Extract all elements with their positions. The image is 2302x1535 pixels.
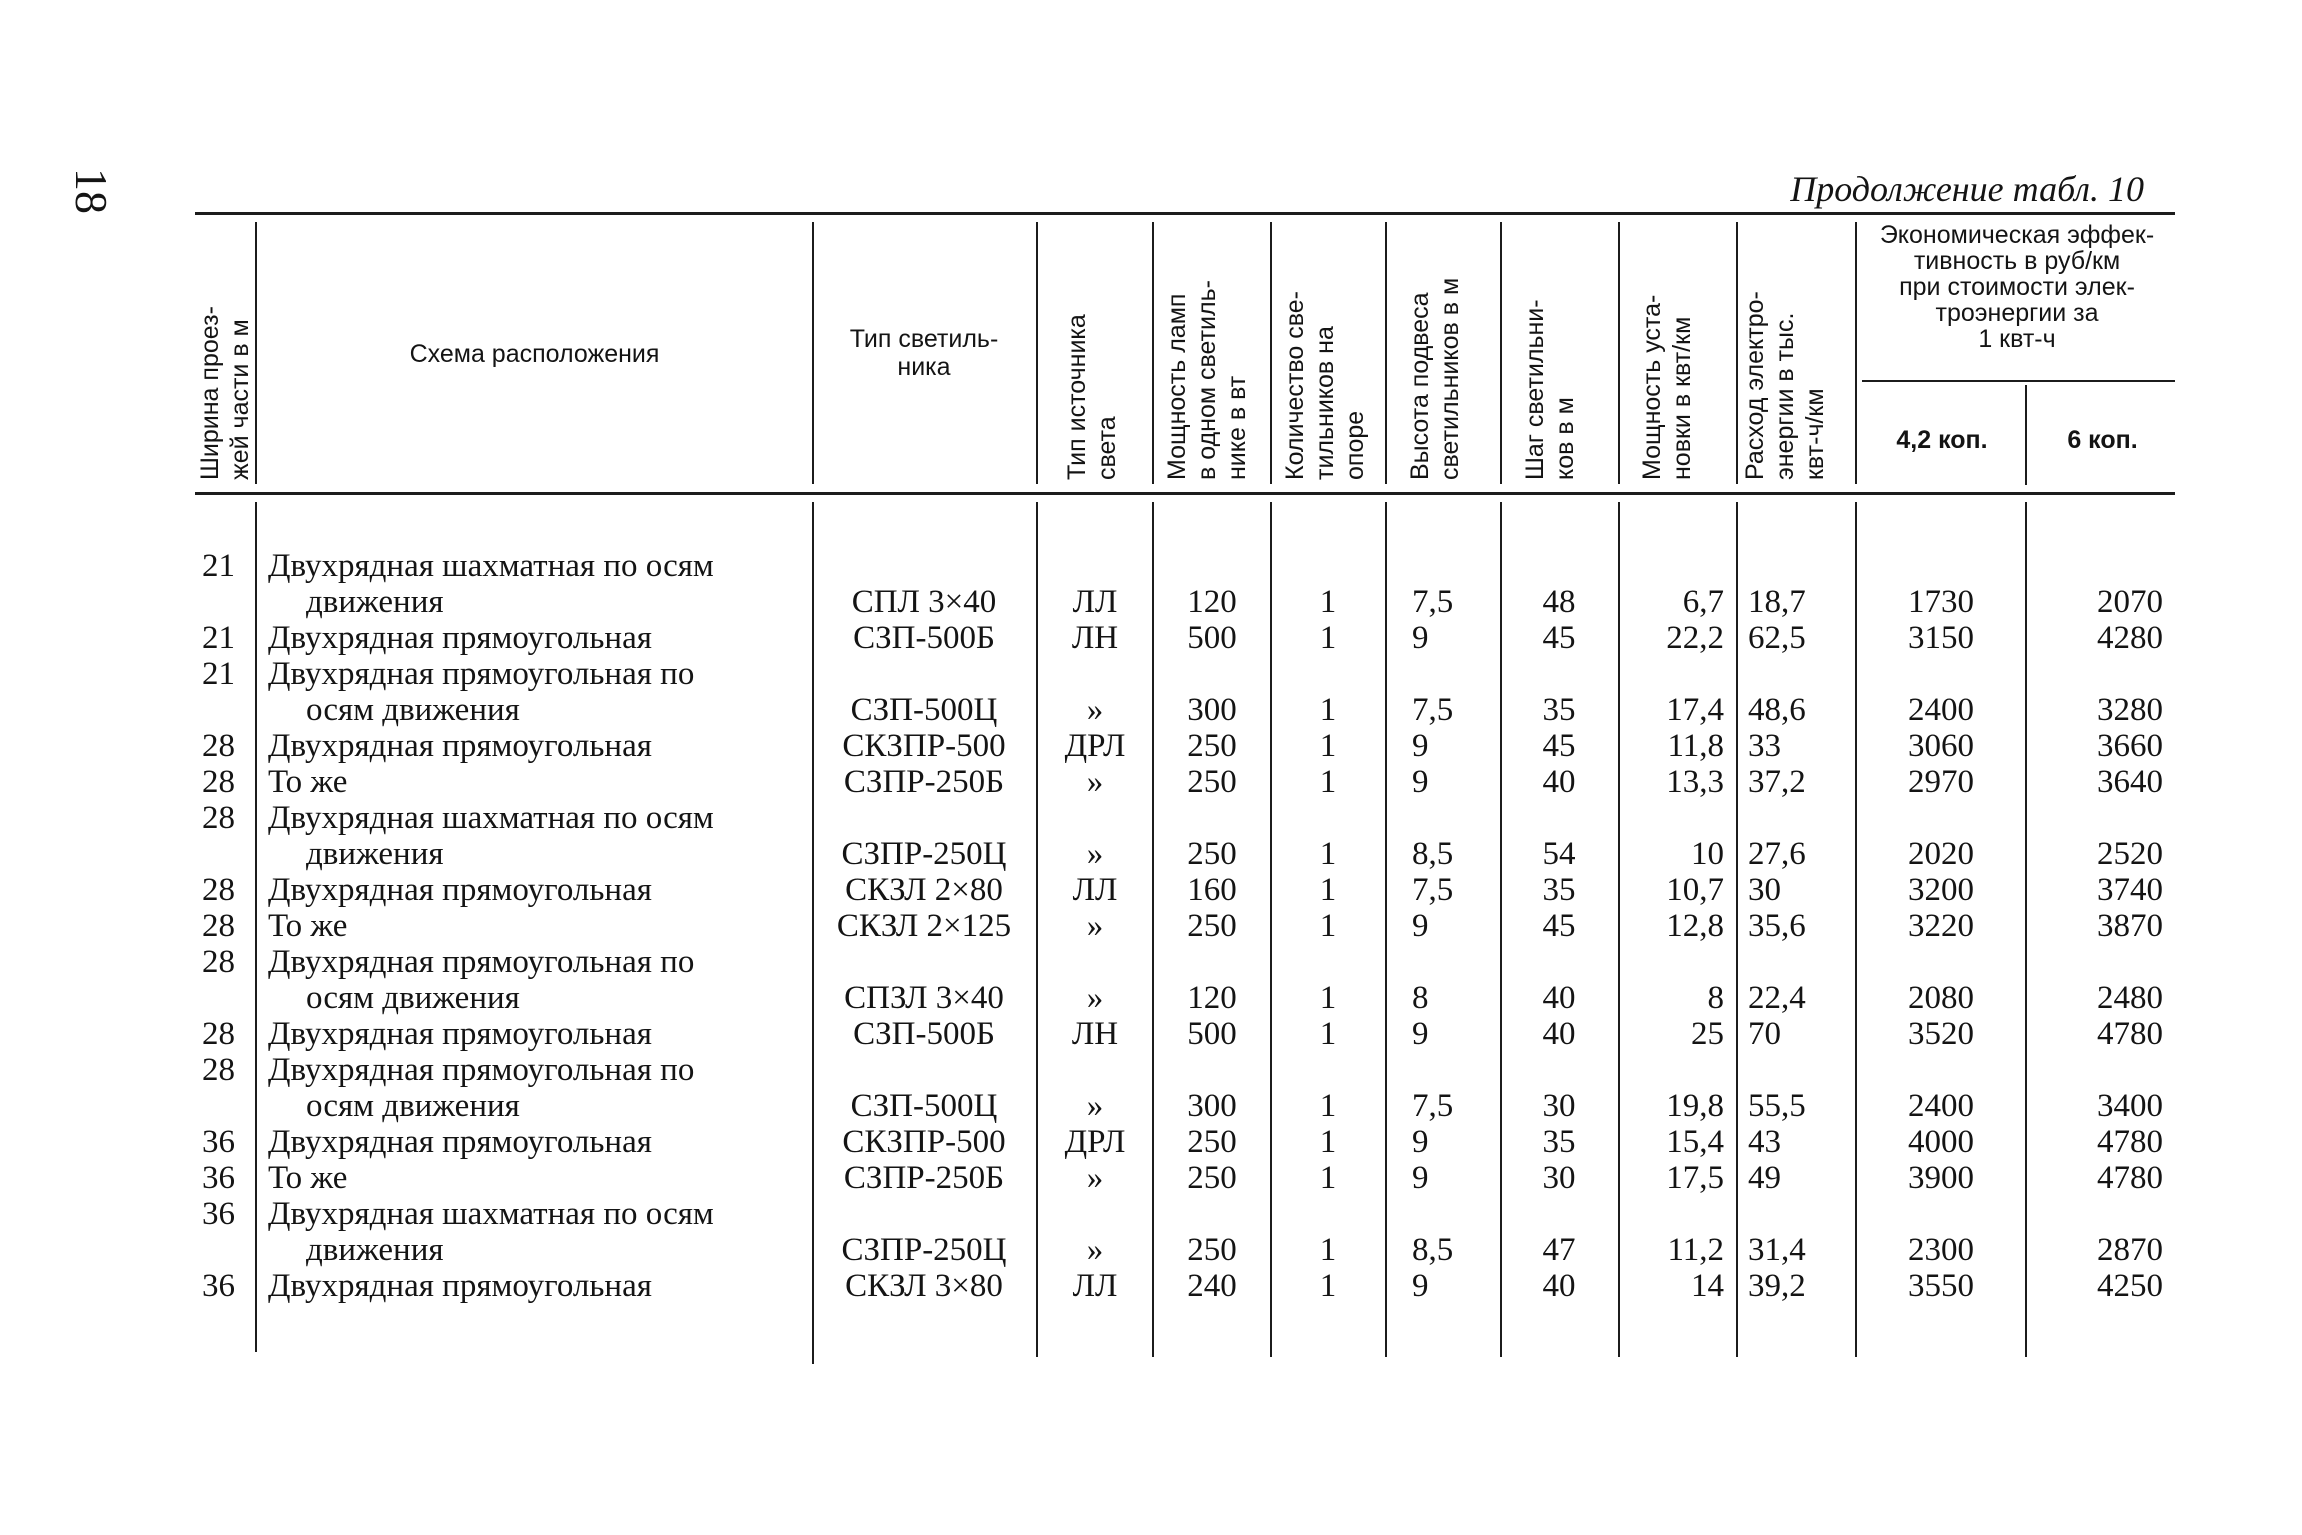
cell-lamp: СЗП-500Ц xyxy=(850,1088,998,1124)
cell-step: 40 xyxy=(1542,1268,1576,1304)
cell-install: 17,4 xyxy=(1666,692,1724,728)
cell-install: 8 xyxy=(1707,980,1724,1016)
cell-step: 40 xyxy=(1542,1016,1576,1052)
cell-scheme xyxy=(268,1160,808,1196)
cell-lamp: СЗПР-250Б xyxy=(843,1160,1005,1196)
cell-scheme xyxy=(268,764,808,800)
header-width: Ширина проез- жей части в м xyxy=(196,306,254,480)
cell-width: 28 xyxy=(202,1016,235,1052)
body-divider xyxy=(1036,502,1038,1357)
cell-height: 8 xyxy=(1412,980,1429,1016)
cell-scheme xyxy=(268,1124,808,1160)
cell-height: 7,5 xyxy=(1412,692,1454,728)
cell-energy: 48,6 xyxy=(1748,692,1806,728)
cell-count: 1 xyxy=(1319,908,1337,944)
cell-power: 300 xyxy=(1187,692,1237,728)
cell-height: 7,5 xyxy=(1412,872,1454,908)
cell-install: 14 xyxy=(1691,1268,1724,1304)
cell-count: 1 xyxy=(1319,980,1337,1016)
cell-eco-b: 2520 xyxy=(2097,836,2163,872)
cell-install: 11,8 xyxy=(1667,728,1724,764)
cell-scheme xyxy=(268,1052,808,1124)
cell-count: 1 xyxy=(1319,836,1337,872)
cell-count: 1 xyxy=(1319,1088,1337,1124)
body-divider xyxy=(1618,502,1620,1357)
cell-scheme xyxy=(268,800,808,872)
cell-width: 28 xyxy=(202,800,235,836)
cell-eco-b: 2870 xyxy=(2097,1232,2163,1268)
cell-step: 35 xyxy=(1542,692,1576,728)
cell-step: 48 xyxy=(1542,584,1576,620)
scheme-line-1: Двухрядная прямоугольная xyxy=(268,1124,652,1160)
cell-lamp: СЗП-500Б xyxy=(853,620,995,656)
header-eco-a: 4,2 коп. xyxy=(1896,426,1988,454)
header-height: Высота подвеса светильников в м xyxy=(1406,277,1464,480)
cell-height: 9 xyxy=(1412,1124,1429,1160)
cell-eco-a: 2970 xyxy=(1908,764,1974,800)
cell-install: 11,2 xyxy=(1667,1232,1724,1268)
cell-count: 1 xyxy=(1319,872,1337,908)
cell-power: 240 xyxy=(1187,1268,1237,1304)
cell-eco-a: 3220 xyxy=(1908,908,1974,944)
cell-src: ЛЛ xyxy=(1072,1268,1118,1304)
cell-energy: 35,6 xyxy=(1748,908,1806,944)
header-power: Мощность ламп в одном светиль- нике в вт xyxy=(1163,280,1251,480)
cell-step: 54 xyxy=(1542,836,1576,872)
cell-energy: 39,2 xyxy=(1748,1268,1806,1304)
cell-eco-a: 2080 xyxy=(1908,980,1974,1016)
cell-eco-a: 3520 xyxy=(1908,1016,1974,1052)
cell-scheme xyxy=(268,872,808,908)
cell-install: 13,3 xyxy=(1666,764,1724,800)
scheme-line-1: Двухрядная прямоугольная по xyxy=(268,944,695,980)
cell-power: 160 xyxy=(1187,872,1237,908)
cell-eco-b: 2480 xyxy=(2097,980,2163,1016)
cell-energy: 70 xyxy=(1748,1016,1781,1052)
cell-power: 300 xyxy=(1187,1088,1237,1124)
cell-lamp: СКЗЛ 2×125 xyxy=(836,908,1012,944)
cell-eco-b: 4780 xyxy=(2097,1124,2163,1160)
cell-step: 40 xyxy=(1542,980,1576,1016)
cell-power: 250 xyxy=(1187,908,1237,944)
cell-count: 1 xyxy=(1319,1124,1337,1160)
cell-lamp: СКЗЛ 3×80 xyxy=(845,1268,1003,1304)
header-source: Тип источника света xyxy=(1063,314,1121,480)
cell-count: 1 xyxy=(1319,1160,1337,1196)
cell-step: 45 xyxy=(1542,908,1576,944)
header-energy: Расход электро- энергии в тыс. квт-ч/км xyxy=(1741,291,1829,480)
scheme-line-1: Двухрядная прямоугольная xyxy=(268,620,652,656)
header-lamp-type: Тип светиль- ника xyxy=(849,325,999,381)
hdr-divider xyxy=(1270,222,1272,484)
cell-install: 22,2 xyxy=(1666,620,1724,656)
cell-install: 17,5 xyxy=(1666,1160,1724,1196)
header-scheme: Схема расположения xyxy=(409,340,660,368)
cell-height: 9 xyxy=(1412,1016,1429,1052)
cell-eco-a: 3060 xyxy=(1908,728,1974,764)
header-install: Мощность уста- новки в квт/км xyxy=(1638,294,1696,480)
cell-lamp: СЗПР-250Ц xyxy=(841,1232,1007,1268)
cell-eco-b: 3640 xyxy=(2097,764,2163,800)
cell-energy: 27,6 xyxy=(1748,836,1806,872)
cell-eco-a: 3900 xyxy=(1908,1160,1974,1196)
cell-energy: 31,4 xyxy=(1748,1232,1806,1268)
cell-count: 1 xyxy=(1319,584,1337,620)
cell-height: 7,5 xyxy=(1412,584,1454,620)
cell-eco-a: 1730 xyxy=(1908,584,1974,620)
cell-count: 1 xyxy=(1319,620,1337,656)
cell-lamp: СПЛ 3×40 xyxy=(851,584,997,620)
cell-step: 45 xyxy=(1542,620,1576,656)
cell-src: ДРЛ xyxy=(1064,728,1126,764)
scheme-line-2: движения xyxy=(306,836,444,872)
cell-step: 40 xyxy=(1542,764,1576,800)
scheme-line-1: Двухрядная прямоугольная xyxy=(268,1268,652,1304)
cell-scheme xyxy=(268,620,808,656)
cell-width: 36 xyxy=(202,1268,235,1304)
cell-scheme xyxy=(268,1196,808,1268)
cell-width: 21 xyxy=(202,620,235,656)
cell-lamp: СЗПР-250Б xyxy=(843,764,1005,800)
hdr-divider xyxy=(1618,222,1620,484)
cell-install: 10 xyxy=(1691,836,1724,872)
cell-eco-a: 3550 xyxy=(1908,1268,1974,1304)
cell-width: 21 xyxy=(202,656,235,692)
body-divider xyxy=(812,502,814,1364)
cell-width: 28 xyxy=(202,872,235,908)
cell-height: 9 xyxy=(1412,1268,1429,1304)
cell-height: 7,5 xyxy=(1412,1088,1454,1124)
cell-eco-b: 4780 xyxy=(2097,1016,2163,1052)
cell-eco-b: 4780 xyxy=(2097,1160,2163,1196)
cell-eco-b: 3740 xyxy=(2097,872,2163,908)
cell-lamp: СКЗПР-500 xyxy=(842,1124,1006,1160)
body-divider xyxy=(1152,502,1154,1357)
scheme-line-1: Двухрядная прямоугольная по xyxy=(268,1052,695,1088)
cell-scheme xyxy=(268,1016,808,1052)
scheme-line-1: Двухрядная прямоугольная xyxy=(268,872,652,908)
cell-count: 1 xyxy=(1319,1232,1337,1268)
hdr-divider xyxy=(1500,222,1502,484)
hdr-divider xyxy=(812,222,814,484)
cell-eco-b: 3870 xyxy=(2097,908,2163,944)
cell-energy: 49 xyxy=(1748,1160,1781,1196)
scheme-line-1: То же xyxy=(268,908,348,944)
cell-power: 500 xyxy=(1187,1016,1237,1052)
cell-width: 36 xyxy=(202,1196,235,1232)
scheme-line-1: Двухрядная шахматная по осям xyxy=(268,548,714,584)
header-eco-b: 6 коп. xyxy=(2067,426,2138,454)
page-number: 18 xyxy=(66,168,117,214)
cell-energy: 33 xyxy=(1748,728,1781,764)
cell-scheme xyxy=(268,548,808,620)
cell-eco-b: 3280 xyxy=(2097,692,2163,728)
cell-width: 28 xyxy=(202,944,235,980)
cell-count: 1 xyxy=(1319,692,1337,728)
cell-eco-b: 2070 xyxy=(2097,584,2163,620)
cell-power: 250 xyxy=(1187,836,1237,872)
cell-step: 35 xyxy=(1542,872,1576,908)
cell-src: ЛН xyxy=(1071,620,1119,656)
cell-src: » xyxy=(1086,764,1104,800)
cell-step: 47 xyxy=(1542,1232,1576,1268)
cell-install: 6,7 xyxy=(1682,584,1724,620)
scheme-line-1: Двухрядная прямоугольная xyxy=(268,728,652,764)
cell-height: 9 xyxy=(1412,908,1429,944)
cell-height: 9 xyxy=(1412,764,1429,800)
cell-energy: 43 xyxy=(1748,1124,1781,1160)
scheme-line-1: Двухрядная прямоугольная xyxy=(268,1016,652,1052)
scheme-line-2: движения xyxy=(306,1232,444,1268)
cell-src: » xyxy=(1086,1160,1104,1196)
cell-src: ЛЛ xyxy=(1072,872,1118,908)
body-divider xyxy=(1855,502,1857,1357)
body-divider xyxy=(1385,502,1387,1357)
scheme-line-2: осям движения xyxy=(306,692,520,728)
cell-height: 8,5 xyxy=(1412,836,1454,872)
cell-src: » xyxy=(1086,692,1104,728)
cell-width: 28 xyxy=(202,1052,235,1088)
cell-src: » xyxy=(1086,836,1104,872)
hdr-divider xyxy=(2025,385,2027,485)
cell-lamp: СЗП-500Ц xyxy=(850,692,998,728)
cell-src: » xyxy=(1086,908,1104,944)
cell-count: 1 xyxy=(1319,1268,1337,1304)
cell-src: » xyxy=(1086,980,1104,1016)
eco-subrule xyxy=(1862,380,2175,382)
hdr-divider xyxy=(255,222,257,484)
cell-install: 15,4 xyxy=(1666,1124,1724,1160)
cell-src: » xyxy=(1086,1088,1104,1124)
cell-width: 28 xyxy=(202,728,235,764)
cell-power: 250 xyxy=(1187,1160,1237,1196)
hdr-divider xyxy=(1385,222,1387,484)
cell-power: 250 xyxy=(1187,764,1237,800)
cell-step: 45 xyxy=(1542,728,1576,764)
body-divider xyxy=(1736,502,1738,1357)
header-step: Шаг светильни- ков в м xyxy=(1521,299,1579,480)
cell-count: 1 xyxy=(1319,728,1337,764)
cell-scheme xyxy=(268,1268,808,1304)
cell-height: 9 xyxy=(1412,620,1429,656)
hdr-divider xyxy=(1152,222,1154,484)
cell-width: 36 xyxy=(202,1160,235,1196)
cell-width: 28 xyxy=(202,908,235,944)
cell-eco-a: 2400 xyxy=(1908,692,1974,728)
cell-width: 28 xyxy=(202,764,235,800)
cell-energy: 30 xyxy=(1748,872,1781,908)
header-bottom-rule xyxy=(195,492,2175,495)
cell-src: ДРЛ xyxy=(1064,1124,1126,1160)
cell-eco-a: 3200 xyxy=(1908,872,1974,908)
cell-scheme xyxy=(268,908,808,944)
cell-power: 250 xyxy=(1187,728,1237,764)
cell-count: 1 xyxy=(1319,764,1337,800)
cell-height: 9 xyxy=(1412,728,1429,764)
cell-install: 25 xyxy=(1691,1016,1724,1052)
cell-eco-a: 2020 xyxy=(1908,836,1974,872)
cell-power: 250 xyxy=(1187,1124,1237,1160)
cell-energy: 18,7 xyxy=(1748,584,1806,620)
cell-height: 8,5 xyxy=(1412,1232,1454,1268)
cell-eco-a: 4000 xyxy=(1908,1124,1974,1160)
cell-scheme xyxy=(268,728,808,764)
cell-step: 30 xyxy=(1542,1088,1576,1124)
scheme-line-1: Двухрядная прямоугольная по xyxy=(268,656,695,692)
cell-power: 500 xyxy=(1187,620,1237,656)
cell-eco-b: 4280 xyxy=(2097,620,2163,656)
cell-scheme xyxy=(268,656,808,728)
body-divider xyxy=(1270,502,1272,1357)
scheme-line-2: движения xyxy=(306,584,444,620)
cell-energy: 62,5 xyxy=(1748,620,1806,656)
cell-power: 120 xyxy=(1187,980,1237,1016)
cell-energy: 22,4 xyxy=(1748,980,1806,1016)
cell-src: ЛЛ xyxy=(1072,584,1118,620)
header-eco: Экономическая эффек- тивность в руб/км при стоимости элек- троэнергии за 1 квт-ч xyxy=(1879,221,2155,353)
cell-lamp: СКЗЛ 2×80 xyxy=(845,872,1003,908)
cell-energy: 55,5 xyxy=(1748,1088,1806,1124)
cell-eco-a: 2300 xyxy=(1908,1232,1974,1268)
body-divider xyxy=(2025,502,2027,1357)
cell-power: 250 xyxy=(1187,1232,1237,1268)
cell-width: 36 xyxy=(202,1124,235,1160)
body-divider xyxy=(255,502,257,1352)
cell-install: 19,8 xyxy=(1666,1088,1724,1124)
hdr-divider xyxy=(1736,222,1738,484)
scheme-line-1: Двухрядная шахматная по осям xyxy=(268,1196,714,1232)
cell-install: 10,7 xyxy=(1666,872,1724,908)
cell-lamp: СЗПР-250Ц xyxy=(841,836,1007,872)
cell-power: 120 xyxy=(1187,584,1237,620)
cell-install: 12,8 xyxy=(1666,908,1724,944)
cell-scheme xyxy=(268,944,808,1016)
top-rule xyxy=(195,212,2175,215)
cell-eco-b: 4250 xyxy=(2097,1268,2163,1304)
cell-src: ЛН xyxy=(1071,1016,1119,1052)
cell-width: 21 xyxy=(202,548,235,584)
cell-src: » xyxy=(1086,1232,1104,1268)
cell-lamp: СПЗЛ 3×40 xyxy=(844,980,1004,1016)
cell-step: 35 xyxy=(1542,1124,1576,1160)
scheme-line-2: осям движения xyxy=(306,980,520,1016)
scheme-line-1: Двухрядная шахматная по осям xyxy=(268,800,714,836)
body-divider xyxy=(1500,502,1502,1357)
cell-count: 1 xyxy=(1319,1016,1337,1052)
scheme-line-2: осям движения xyxy=(306,1088,520,1124)
cell-height: 9 xyxy=(1412,1160,1429,1196)
cell-step: 30 xyxy=(1542,1160,1576,1196)
cell-energy: 37,2 xyxy=(1748,764,1806,800)
hdr-divider xyxy=(1036,222,1038,484)
cell-eco-a: 2400 xyxy=(1908,1088,1974,1124)
table-caption: Продолжение табл. 10 xyxy=(1790,169,2144,209)
cell-eco-a: 3150 xyxy=(1908,620,1974,656)
cell-eco-b: 3660 xyxy=(2097,728,2163,764)
cell-eco-b: 3400 xyxy=(2097,1088,2163,1124)
scheme-line-1: То же xyxy=(268,1160,348,1196)
scheme-line-1: То же xyxy=(268,764,348,800)
header-count: Количество све- тильников на опоре xyxy=(1281,291,1369,480)
cell-lamp: СКЗПР-500 xyxy=(842,728,1006,764)
hdr-divider xyxy=(1855,222,1857,484)
cell-lamp: СЗП-500Б xyxy=(853,1016,995,1052)
